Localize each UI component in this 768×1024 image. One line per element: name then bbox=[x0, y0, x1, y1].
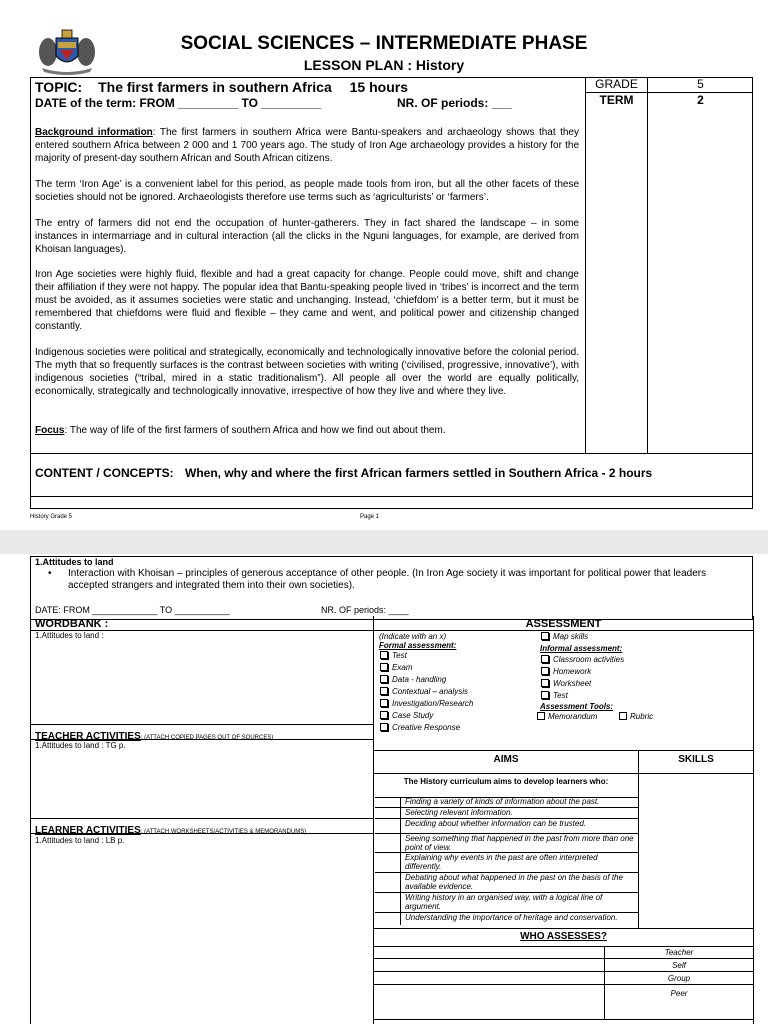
formal-assessment-list bbox=[380, 651, 473, 735]
right-border bbox=[753, 616, 754, 1024]
document-title: SOCIAL SCIENCES – INTERMEDIATE PHASE bbox=[180, 33, 588, 54]
informal-assessment-label: Informal assessment: bbox=[540, 644, 623, 653]
assessment-tools-label: Assessment Tools: bbox=[540, 702, 614, 711]
background-text: : The first farmers in southern Africa were Bantu-speakers and archaeology shows that they entered southern Africa between 2 000 and 1 700 years ago. The study of Iron Age archaeology provides a history for the majority of present-day southern African and South African citizens. bbox=[35, 127, 579, 164]
wordbank-label: WORDBANK : bbox=[35, 618, 109, 630]
aims-label: AIMS bbox=[493, 754, 519, 765]
informal-assessment-list bbox=[541, 655, 624, 703]
tool-memorandum[interactable]: Memorandum bbox=[537, 712, 597, 722]
informal-item[interactable]: Homework bbox=[541, 667, 624, 679]
term-label: TERM bbox=[599, 93, 634, 107]
iron-age-paragraph: The term ‘Iron Age’ is a convenient label for this period, as people made tools from iron, but all the other facets of these societies should not be ignored. Archaeologists therefore use terms such as ‘agriculturists’ or ‘farmers’. bbox=[35, 179, 579, 203]
topic-title: The first farmers in southern Africa bbox=[98, 79, 332, 95]
attitudes-heading: 1.Attitudes to land bbox=[35, 557, 114, 567]
background-heading: Background information bbox=[35, 127, 153, 138]
wordbank-entry: 1.Attitudes to land : bbox=[35, 631, 104, 640]
tool-rubric[interactable]: Rubric bbox=[619, 712, 653, 722]
teacher-activities-note: : (ATTACH COPIED PAGES OUT OF SOURCES) bbox=[140, 735, 274, 741]
focus-heading: Focus bbox=[35, 425, 65, 436]
checkbox-icon bbox=[541, 679, 549, 687]
footer-subject: History Grade 5 bbox=[30, 514, 73, 520]
term-value: 2 bbox=[697, 93, 704, 107]
aim-row: Debating about what happened in the past on the basis of the available evidence. bbox=[375, 873, 638, 893]
checkbox-icon bbox=[537, 712, 545, 720]
content-row-top bbox=[30, 453, 753, 454]
term-date-line: DATE of the term: FROM _________ TO _________ bbox=[35, 96, 322, 110]
periods-line: NR. OF periods: ___ bbox=[397, 96, 512, 110]
indicate-note: (Indicate with an x) bbox=[379, 632, 447, 641]
aim-row: Finding a variety of kinds of information about the past. bbox=[375, 797, 638, 808]
left-column-border bbox=[30, 616, 31, 1024]
aim-row: Writing history in an organised way, with a logical line of argument. bbox=[375, 893, 638, 913]
checkbox-icon bbox=[541, 667, 549, 675]
informal-item[interactable]: Classroom activities bbox=[541, 655, 624, 667]
checkbox-icon bbox=[380, 711, 388, 719]
page-2 bbox=[0, 554, 768, 1024]
grade-label: GRADE bbox=[595, 77, 638, 91]
topic-label: TOPIC: bbox=[35, 79, 83, 95]
content-concepts-label: CONTENT / CONCEPTS: bbox=[35, 466, 174, 480]
learner-activities-note: : (ATTACH WORKSHEETS/ACTIVITIES & MEMORANDUMS) bbox=[140, 829, 307, 835]
teacher-activities-entry: 1.Attitudes to land : TG p. bbox=[35, 741, 126, 750]
formal-assessment-label: Formal assessment: bbox=[379, 641, 457, 650]
assessor-teacher: Teacher bbox=[664, 948, 694, 957]
aims-list bbox=[375, 797, 638, 929]
assessor-peer: Peer bbox=[670, 989, 688, 998]
page2-date-line: DATE: FROM _____________ TO ___________ bbox=[35, 605, 230, 615]
checkbox-icon bbox=[380, 651, 388, 659]
focus-paragraph bbox=[35, 424, 579, 437]
indigenous-paragraph: Indigenous societies were political and strategically, economically and technologically innovative before the colonial period. The myth that so frequently surfaces is the contrast between societies with writing (‘civilised, progressive, innovative’), with indigenous societies (“tribal, mired in a static traditionalism”). All people all over the world are equally politically, economically, strategically and technologically innovative, irrespective of how they live and where they live. bbox=[35, 347, 579, 397]
formal-item[interactable]: Investigation/Research bbox=[380, 699, 473, 711]
middle-divider bbox=[373, 616, 374, 1024]
bullet-icon: • bbox=[48, 568, 52, 579]
aim-row: Deciding about whether information can be trusted. bbox=[375, 819, 638, 834]
focus-text: : The way of life of the first farmers of southern Africa and how we find out about them. bbox=[64, 425, 446, 436]
checkbox-icon bbox=[380, 675, 388, 683]
informal-item[interactable]: Test bbox=[541, 691, 624, 703]
checkbox-icon bbox=[541, 632, 549, 640]
content-concepts-text: When, why and where the first African farmers settled in Southern Africa - 2 hours bbox=[185, 466, 653, 480]
formal-item[interactable]: Case Study bbox=[380, 711, 473, 723]
teacher-activities-label: TEACHER ACTIVITIES bbox=[35, 731, 141, 742]
topic-hours: 15 hours bbox=[349, 79, 408, 95]
assessor-group: Group bbox=[667, 974, 691, 983]
content-row-bottom bbox=[30, 496, 753, 497]
checkbox-icon bbox=[380, 663, 388, 671]
attitudes-bullet: Interaction with Khoisan – principles of generous acceptance of other people. (In Iron Age society it was important for political power that leaders accepted strangers and integrated them into their own societies). bbox=[68, 568, 707, 591]
formal-item[interactable]: Exam bbox=[380, 663, 473, 675]
map-skills-item[interactable]: Map skills bbox=[541, 632, 588, 642]
grade-value: 5 bbox=[697, 77, 704, 91]
who-assesses-label: WHO ASSESSES? bbox=[520, 931, 607, 942]
assessor-self: Self bbox=[672, 961, 686, 970]
checkbox-icon bbox=[541, 691, 549, 699]
aims-intro: The History curriculum aims to develop learners who: bbox=[403, 777, 609, 786]
checkbox-icon bbox=[619, 712, 627, 720]
checkbox-icon bbox=[380, 687, 388, 695]
formal-item[interactable]: Creative Response bbox=[380, 723, 473, 735]
formal-item[interactable]: Test bbox=[380, 651, 473, 663]
learner-activities-entry: 1.Attitudes to land : LB p. bbox=[35, 836, 125, 845]
informal-item[interactable]: Worksheet bbox=[541, 679, 624, 691]
skills-label: SKILLS bbox=[678, 754, 714, 765]
chiefdom-paragraph: Iron Age societies were highly fluid, flexible and had a great capacity for change. People could move, shift and change their affiliation if they were not happy. The popular idea that Bantu-speaking people lived in ‘tribes’ is incorrect and the term must be avoided, as it assumes societies were static and unchanging. Instead, ‘chiefdom’ is a better term, but it must be remembered that chiefdoms were fluid and flexible – they came and went, and political power and citizenship changed constantly. bbox=[35, 269, 579, 332]
page2-periods: NR. OF periods: ____ bbox=[321, 605, 409, 615]
checkbox-icon bbox=[541, 655, 549, 663]
checkbox-icon bbox=[380, 699, 388, 707]
learner-activities-label: LEARNER ACTIVITIES bbox=[35, 825, 141, 836]
background-paragraph bbox=[35, 126, 579, 165]
grade-value-divider bbox=[647, 77, 648, 453]
assessment-label: ASSESSMENT bbox=[525, 618, 602, 630]
aim-row: Seeing something that happened in the past from more than one point of view. bbox=[375, 834, 638, 853]
hunter-gatherers-paragraph: The entry of farmers did not end the occupation of hunter-gatherers. They in fact shared the landscape – in some instances in intermarriage and in cultural interaction (all the clicks in the Nguni languages, for example, are derived from Khoisan languages). bbox=[35, 218, 579, 255]
aim-row: Understanding the importance of heritage and conservation. bbox=[375, 913, 638, 925]
checkbox-icon bbox=[380, 723, 388, 731]
page-separator bbox=[0, 530, 768, 554]
aim-row: Explaining why events in the past are often interpreted differently. bbox=[375, 853, 638, 873]
formal-item[interactable]: Contextual – analysis bbox=[380, 687, 473, 699]
lesson-plan-subtitle: LESSON PLAN : History bbox=[303, 57, 465, 73]
grade-column-divider bbox=[585, 77, 586, 453]
footer-page-number: Page 1 bbox=[360, 514, 380, 520]
formal-item[interactable]: Data - handling bbox=[380, 675, 473, 687]
aim-row: Selecting relevant information. bbox=[375, 808, 638, 819]
